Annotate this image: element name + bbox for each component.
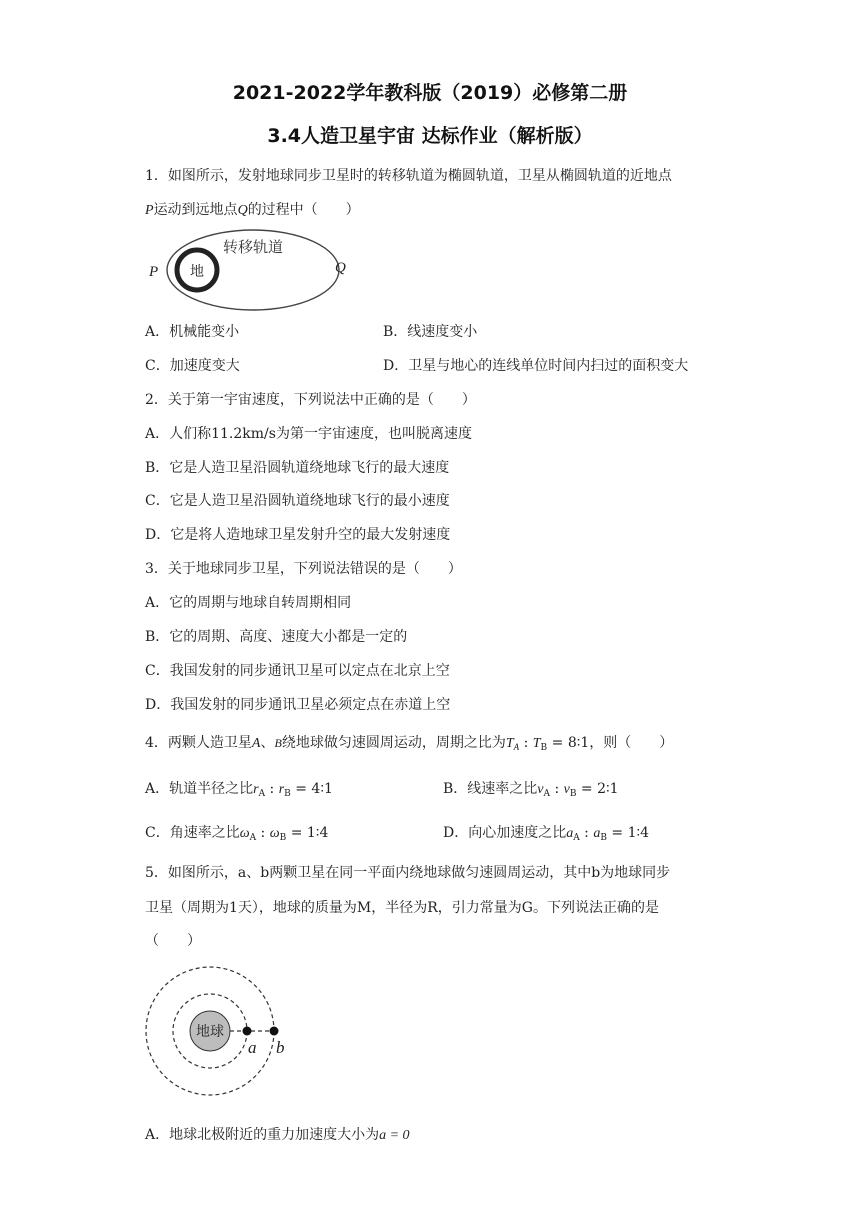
q4-option-d-ratio: 1∶4 bbox=[627, 825, 650, 841]
q4-stem-text-1: 4．两颗人造卫星 bbox=[145, 735, 252, 751]
q1-option-d: D．卫星与地心的连线单位时间内扫过的面积变大 bbox=[383, 358, 689, 374]
q3-option-c: C．我国发射的同步通讯卫星可以定点在北京上空 bbox=[145, 663, 450, 679]
q4-satellite-a: A bbox=[251, 736, 261, 751]
q4-option-b-text: B．线速率之比 bbox=[443, 781, 538, 797]
q3-option-d: D．我国发射的同步通讯卫星必须定点在赤道上空 bbox=[145, 697, 451, 713]
satellite-a-dot bbox=[243, 1027, 252, 1036]
q5-option-a-text: A．地球北极附近的重力加速度大小为 bbox=[145, 1127, 380, 1143]
q1-stem-line2 bbox=[145, 199, 360, 219]
q1-transfer-orbit-figure bbox=[145, 228, 360, 318]
q2-option-c: C．它是人造卫星沿圆轨道绕地球飞行的最小速度 bbox=[145, 493, 450, 509]
q1-stem-paren: 的过程中（ ） bbox=[247, 202, 360, 218]
satellite-b-label: b bbox=[276, 1038, 285, 1057]
q4-option-a-ratio: 4∶1 bbox=[311, 781, 333, 797]
q5-stem-line1: 5．如图所示，a、b两颗卫星在同一平面内绕地球做匀速圆周运动，其中b为地球同步 bbox=[145, 865, 671, 881]
q1-stem-line1: 1．如图所示，发射地球同步卫星时的转移轨道为椭圆轨道，卫星从椭圆轨道的近地点 bbox=[145, 168, 672, 184]
q3-option-a: A．它的周期与地球自转周期相同 bbox=[145, 595, 352, 611]
point-q-label: Q bbox=[335, 260, 346, 276]
document-title: 2021-2022学年教科版（2019）必修第二册 bbox=[232, 82, 628, 104]
q4-option-b: B．线速率之比$v_A$ : $v_B$ = 2∶1 bbox=[443, 781, 619, 799]
q4-option-a: A．轨道半径之比$r_A$ : $r_B$ = 4∶1 bbox=[145, 781, 333, 799]
q2-stem: 2．关于第一宇宙速度，下列说法中正确的是（ ） bbox=[145, 392, 476, 408]
earth-label: 地 bbox=[190, 264, 204, 280]
document-subtitle: 3.4人造卫星宇宙 达标作业（解析版） bbox=[267, 125, 593, 147]
q1-stem-text: 运动到远地点 bbox=[153, 202, 238, 218]
q4-period-ratio: 8∶1 bbox=[567, 735, 590, 751]
q2-option-b: B．它是人造卫星沿圆轨道绕地球飞行的最大速度 bbox=[145, 460, 450, 476]
q1-point-q: Q bbox=[237, 203, 248, 218]
q4-option-c-ratio: 1∶4 bbox=[306, 825, 329, 841]
orbit-label: 转移轨道 bbox=[223, 238, 284, 256]
q5-stem-line3: （ ） bbox=[145, 933, 201, 949]
q3-stem: 3．关于地球同步卫星，下列说法错误的是（ ） bbox=[145, 561, 462, 577]
q4-option-d-text: D．向心加速度之比 bbox=[443, 825, 567, 841]
earth-label: 地球 bbox=[196, 1024, 224, 1040]
q4-option-a-text: A．轨道半径之比 bbox=[145, 781, 254, 797]
q3-option-b: B．它的周期、高度、速度大小都是一定的 bbox=[145, 629, 408, 645]
q4-stem-paren: ，则（ ） bbox=[589, 735, 674, 751]
point-p-label: P bbox=[149, 264, 159, 280]
q1-option-c: C．加速度变大 bbox=[145, 358, 240, 374]
satellite-b-dot bbox=[270, 1027, 279, 1036]
q4-stem: 4．两颗人造卫星A、B绕地球做匀速圆周运动，周期之比为$T_A$ : $T_B$ = 8∶1，则（ ） bbox=[145, 735, 674, 753]
q5-stem-line2: 卫星（周期为1天），地球的质量为M，半径为R，引力常量为G。下列说法正确的是 bbox=[145, 900, 659, 916]
q5-orbits-figure bbox=[145, 963, 305, 1103]
q4-option-d: D．向心加速度之比$a_A$ : $a_B$ = 1∶4 bbox=[443, 825, 650, 843]
q4-satellite-b: B bbox=[274, 736, 282, 750]
q5-option-a-formula: a = 0 bbox=[379, 1128, 410, 1143]
satellite-a-label: a bbox=[248, 1038, 257, 1057]
q2-option-a: A．人们称11.2km/s为第一宇宙速度，也叫脱离速度 bbox=[145, 426, 472, 442]
q4-option-b-ratio: 2∶1 bbox=[597, 781, 619, 797]
q4-period-formula: $T_A$ bbox=[505, 736, 520, 752]
q5-option-a bbox=[145, 1124, 410, 1144]
q1-option-b: B．线速度变小 bbox=[383, 324, 478, 340]
q4-stem-text-2: 绕地球做匀速圆周运动，周期之比为 bbox=[281, 735, 506, 751]
q1-option-a: A．机械能变小 bbox=[145, 324, 240, 340]
q2-option-d: D．它是将人造地球卫星发射升空的最大发射速度 bbox=[145, 527, 451, 543]
q4-option-c-text: C．角速率之比 bbox=[145, 825, 240, 841]
q4-stem-sep: 、 bbox=[260, 735, 275, 751]
q1-point-p: P bbox=[145, 203, 154, 218]
q4-option-c: C．角速率之比$\omega_A$ : $\omega_B$ = 1∶4 bbox=[145, 825, 329, 843]
